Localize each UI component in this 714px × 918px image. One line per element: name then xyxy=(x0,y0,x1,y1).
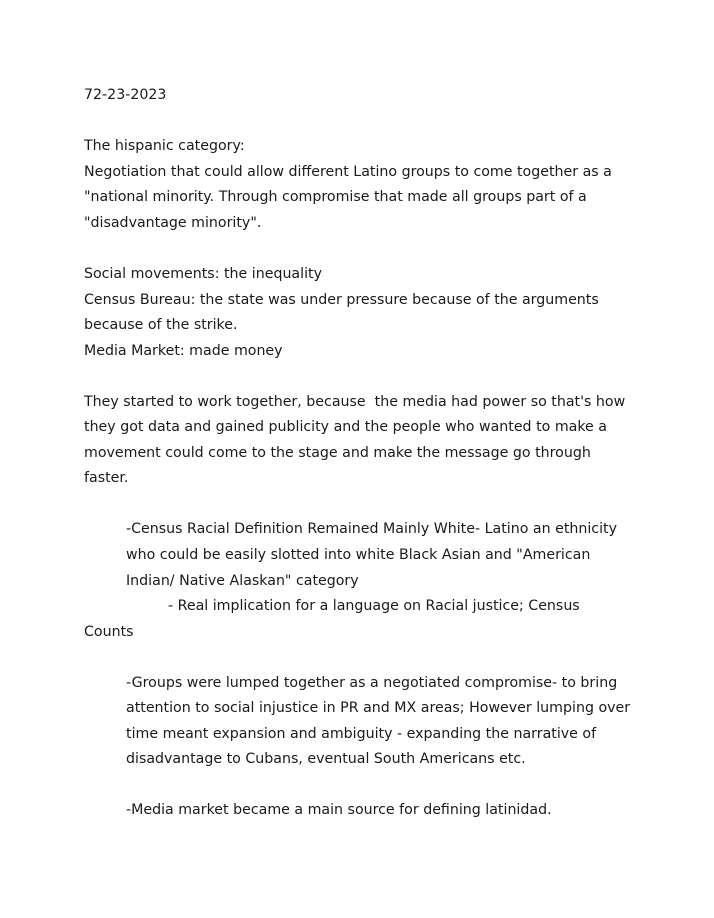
hispanic-paragraph-line: "disadvantage minority". xyxy=(84,215,262,231)
census-bureau-line: because of the strike. xyxy=(84,317,238,333)
groups-lumped-bullet-line: attention to social injustice in PR and MX areas; However lumping over xyxy=(126,700,631,716)
hispanic-paragraph-line: "national minority. Through compromise that made all groups part of a xyxy=(84,189,587,205)
census-racial-bullet-line: who could be easily slotted into white Black Asian and "American xyxy=(126,547,591,563)
hispanic-paragraph-line: Negotiation that could allow different Latino groups to come together as a xyxy=(84,164,612,180)
media-source-bullet-line: -Media market became a main source for defining latinidad. xyxy=(126,802,552,818)
hispanic-category-heading: The hispanic category: xyxy=(84,138,245,154)
groups-lumped-bullet-line: time meant expansion and ambiguity - expanding the narrative of xyxy=(126,726,597,742)
groups-lumped-bullet-line: -Groups were lumped together as a negotiated compromise- to bring xyxy=(126,675,618,691)
together-paragraph-line: faster. xyxy=(84,470,129,486)
real-implication-subbullet: - Real implication for a language on Racial justice; Census xyxy=(168,598,580,614)
together-paragraph-line: movement could come to the stage and make the message go through xyxy=(84,445,591,461)
census-bureau-line: Census Bureau: the state was under pressure because of the arguments xyxy=(84,292,599,308)
together-paragraph-line: They started to work together, because the media had power so that's how xyxy=(84,394,626,410)
groups-lumped-bullet-line: disadvantage to Cubans, eventual South Americans etc. xyxy=(126,751,526,767)
census-racial-bullet-line: -Census Racial Definition Remained Mainly White- Latino an ethnicity xyxy=(126,521,618,537)
census-racial-bullet-line: Indian/ Native Alaskan" category xyxy=(126,573,359,589)
document-date: 72-23-2023 xyxy=(84,87,167,103)
together-paragraph-line: they got data and gained publicity and the people who wanted to make a xyxy=(84,419,607,435)
social-movements-line: Social movements: the inequality xyxy=(84,266,322,282)
media-market-line: Media Market: made money xyxy=(84,343,283,359)
counts-line: Counts xyxy=(84,624,134,640)
